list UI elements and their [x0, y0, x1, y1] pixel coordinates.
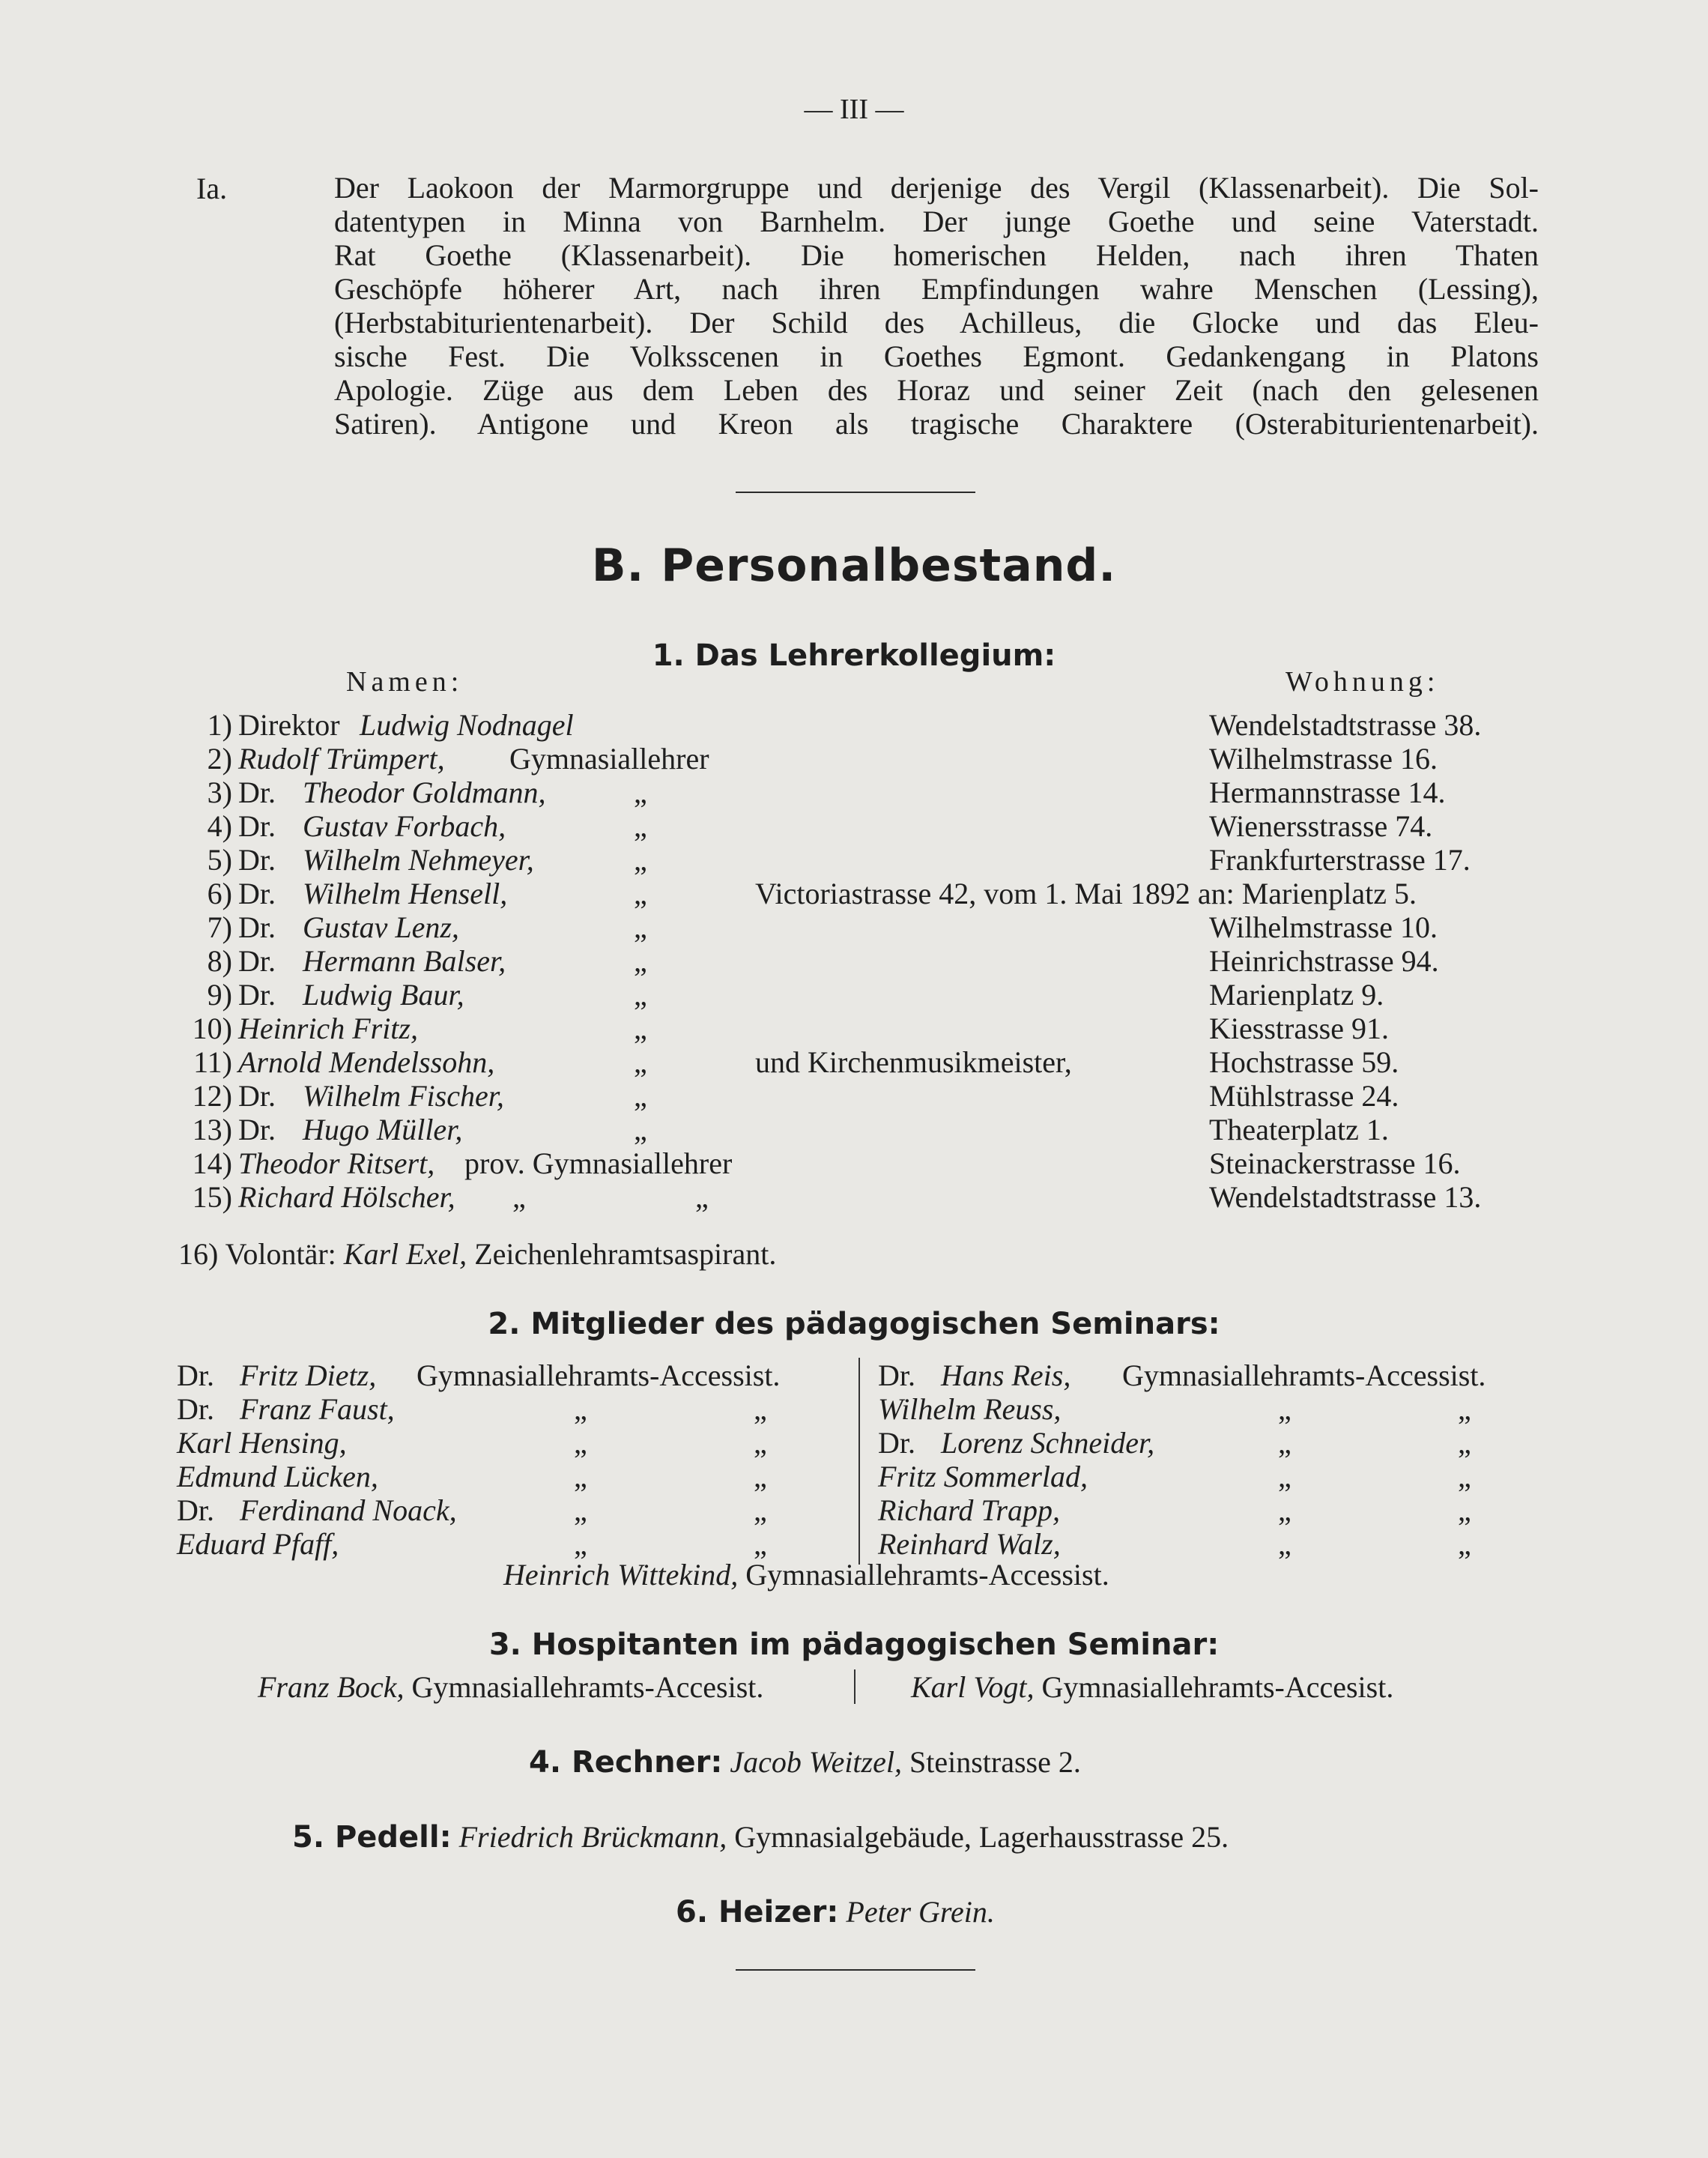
row-number: 5): [207, 843, 232, 877]
ditto-mark: „: [754, 1426, 767, 1460]
name-prefix: Dr.: [878, 1358, 915, 1392]
column-header-names: Namen:: [346, 666, 464, 698]
person-name: Theodor Ritsert,: [238, 1146, 435, 1180]
address: Wilhelmstrasse 10.: [1209, 910, 1438, 944]
ditto-mark: „: [634, 1079, 647, 1113]
seminar-last-row: [503, 1557, 1109, 1592]
name-prefix: Dr.: [177, 1493, 214, 1527]
person-role: Gymnasiallehramts-Accessist.: [417, 1358, 781, 1392]
person-name: Ferdinand Noack,: [240, 1493, 457, 1527]
person-role: Gymnasiallehrer: [509, 742, 709, 776]
ditto-mark: „: [574, 1493, 587, 1527]
row-number: 10): [192, 1012, 232, 1045]
paragraph-line: datentypen in Minna von Barnhelm. Der junge Goethe und seine Vaterstadt.: [334, 205, 1539, 238]
section-label: Ia.: [196, 172, 228, 205]
person-name: Rudolf Trümpert,: [238, 742, 445, 776]
person-name: Peter Grein.: [846, 1895, 995, 1929]
person-name: Franz Bock,: [258, 1670, 405, 1704]
column-divider: [858, 1358, 860, 1565]
address-note: und Kirchenmusikmeister,: [755, 1045, 1072, 1079]
person-name: Gustav Forbach,: [303, 809, 506, 843]
ditto-mark: „: [634, 978, 647, 1012]
name-prefix: Dr.: [177, 1392, 214, 1426]
person-name: Lorenz Schneider,: [941, 1426, 1155, 1460]
address: Steinackerstrasse 16.: [1209, 1146, 1461, 1180]
ditto-mark: „: [1278, 1527, 1291, 1561]
person-name: Karl Vogt,: [911, 1670, 1035, 1704]
paragraph-line: Rat Goethe (Klassenarbeit). Die homerischen Helden, nach ihren Thaten: [334, 238, 1539, 272]
ditto-mark: „: [574, 1426, 587, 1460]
person-name: Friedrich Brückmann,: [458, 1820, 727, 1854]
name-prefix: Dr.: [238, 877, 276, 910]
row-number: 13): [192, 1113, 232, 1146]
ditto-mark: „: [634, 809, 647, 843]
column-header-wohnung: Wohnung:: [1285, 666, 1440, 698]
person-name: Richard Hölscher,: [238, 1180, 455, 1214]
paragraph-line: sische Fest. Die Volksscenen in Goethes Egmont. Gedankengang in Platons: [334, 339, 1539, 373]
paragraph-line: (Herbstabiturientenarbeit). Der Schild des Achilleus, die Glocke und das Eleu-: [334, 306, 1539, 339]
person-name: Eduard Pfaff,: [177, 1527, 339, 1561]
hospitant-left: [258, 1669, 763, 1705]
ditto-mark: „: [634, 1045, 647, 1079]
person-role: Gymnasiallehramts-Accesist.: [1041, 1670, 1394, 1704]
divider: [736, 1969, 975, 1971]
ditto-mark: „: [1458, 1460, 1471, 1493]
name-prefix: Dr.: [238, 1079, 276, 1113]
ditto-mark: „: [754, 1493, 767, 1527]
row-number: 2): [207, 742, 232, 776]
address: Gymnasialgebäude, Lagerhausstrasse 25.: [734, 1820, 1229, 1854]
section-heading-seminar: 2. Mitglieder des pädagogischen Seminars:: [488, 1307, 1220, 1341]
person-name: Wilhelm Nehmeyer,: [303, 843, 534, 877]
person-name: Ludwig Nodnagel: [360, 708, 574, 742]
address: Heinrichstrasse 94.: [1209, 944, 1439, 978]
name-prefix: Dr.: [238, 843, 276, 877]
address: Hermannstrasse 14.: [1209, 776, 1446, 809]
row-number: 7): [207, 910, 232, 944]
ditto-mark: „: [1278, 1426, 1291, 1460]
column-divider: [854, 1669, 855, 1704]
ditto-mark: „: [634, 1113, 647, 1146]
ditto-mark: „: [634, 877, 647, 910]
person-role: Gymnasiallehramts-Accessist.: [745, 1558, 1109, 1592]
address: Mühlstrasse 24.: [1209, 1079, 1399, 1113]
section-heading-lehrer: 1. Das Lehrerkollegium:: [652, 638, 1056, 673]
rechner-row: [529, 1744, 1081, 1780]
person-role: Gymnasiallehramts-Accesist.: [411, 1670, 764, 1704]
page-number: — III —: [804, 94, 904, 125]
ditto-mark: „: [574, 1460, 587, 1493]
name-prefix: Volontär:: [225, 1237, 336, 1271]
ditto-mark: „: [512, 1180, 526, 1214]
paragraph-line: Satiren). Antigone und Kreon als tragische Charaktere (Osterabiturientenarbeit).: [334, 407, 1539, 441]
section-ia-paragraph: [334, 171, 1539, 441]
address: Wendelstadtstrasse 38.: [1209, 708, 1482, 742]
ditto-mark: „: [634, 1012, 647, 1045]
person-name: Arnold Mendelssohn,: [238, 1045, 495, 1079]
ditto-mark: „: [754, 1392, 767, 1426]
ditto-mark: „: [634, 843, 647, 877]
address: Hochstrasse 59.: [1209, 1045, 1399, 1079]
ditto-mark: „: [1458, 1493, 1471, 1527]
person-name: Franz Faust,: [240, 1392, 395, 1426]
person-role: Gymnasiallehramts-Accessist.: [1122, 1358, 1486, 1392]
name-prefix: Dr.: [238, 1113, 276, 1146]
address: Wendelstadtstrasse 13.: [1209, 1180, 1482, 1214]
ditto-mark: „: [754, 1527, 767, 1561]
person-name: Jacob Weitzel,: [730, 1745, 902, 1779]
person-name: Richard Trapp,: [878, 1493, 1060, 1527]
row-number: 16): [178, 1237, 219, 1271]
ditto-mark: „: [574, 1527, 587, 1561]
heizer-label: 6. Heizer:: [676, 1895, 839, 1929]
row-number: 12): [192, 1079, 232, 1113]
person-name: Fritz Dietz,: [240, 1358, 377, 1392]
row-number: 15): [192, 1180, 232, 1214]
paragraph-line: Apologie. Züge aus dem Leben des Horaz und seiner Zeit (nach den gelesenen: [334, 373, 1539, 407]
name-prefix: Dr.: [238, 978, 276, 1012]
address: Wienersstrasse 74.: [1209, 809, 1433, 843]
ditto-mark: „: [1278, 1460, 1291, 1493]
person-name: Theodor Goldmann,: [303, 776, 546, 809]
person-name: Hans Reis,: [941, 1358, 1071, 1392]
ditto-mark: „: [634, 776, 647, 809]
person-name: Heinrich Wittekind,: [503, 1558, 739, 1592]
name-prefix: Direktor: [238, 708, 340, 742]
divider: [736, 492, 975, 493]
rechner-label: 4. Rechner:: [529, 1745, 723, 1780]
address: Wilhelmstrasse 16.: [1209, 742, 1438, 776]
person-name: Fritz Sommerlad,: [878, 1460, 1088, 1493]
pedell-row: [292, 1819, 1229, 1855]
person-name: Reinhard Walz,: [878, 1527, 1061, 1561]
name-prefix: Dr.: [238, 776, 276, 809]
person-name: Hermann Balser,: [303, 944, 506, 978]
row-number: 11): [193, 1045, 232, 1079]
heizer-row: [676, 1894, 995, 1929]
ditto-mark: „: [1458, 1426, 1471, 1460]
person-role: Zeichenlehramtsaspirant.: [474, 1237, 777, 1271]
paragraph-line: Der Laokoon der Marmorgruppe und derjenige des Vergil (Klassenarbeit). Die Sol-: [334, 171, 1539, 205]
person-name: Wilhelm Hensell,: [303, 877, 508, 910]
ditto-mark: „: [1458, 1392, 1471, 1426]
row-number: 3): [207, 776, 232, 809]
row-number: 4): [207, 809, 232, 843]
person-name: Wilhelm Reuss,: [878, 1392, 1062, 1426]
ditto-mark: „: [634, 944, 647, 978]
name-prefix: Dr.: [238, 944, 276, 978]
paragraph-line: Geschöpfe höherer Art, nach ihren Empfindungen wahre Menschen (Lessing),: [334, 272, 1539, 306]
ditto-mark: „: [1278, 1392, 1291, 1426]
person-name: Heinrich Fritz,: [238, 1012, 418, 1045]
name-prefix: Dr.: [878, 1426, 915, 1460]
section-heading-hospitanten: 3. Hospitanten im pädagogischen Seminar:: [488, 1627, 1220, 1662]
person-name: Karl Hensing,: [177, 1426, 347, 1460]
person-name: Edmund Lücken,: [177, 1460, 378, 1493]
address-note: Victoriastrasse 42, vom 1. Mai 1892 an: Marienplatz 5.: [755, 877, 1417, 910]
page-title: B. Personalbestand.: [591, 540, 1117, 592]
row-number: 14): [192, 1146, 232, 1180]
row-number: 1): [207, 708, 232, 742]
row-number: 8): [207, 944, 232, 978]
person-name: Hugo Müller,: [303, 1113, 463, 1146]
address: Frankfurterstrasse 17.: [1209, 843, 1471, 877]
ditto-mark: „: [695, 1180, 709, 1214]
ditto-mark: „: [1278, 1493, 1291, 1527]
address: Marienplatz 9.: [1209, 978, 1384, 1012]
address: Theaterplatz 1.: [1209, 1113, 1389, 1146]
ditto-mark: „: [754, 1460, 767, 1493]
address: Kiesstrasse 91.: [1209, 1012, 1389, 1045]
person-name: Gustav Lenz,: [303, 910, 459, 944]
ditto-mark: „: [1458, 1527, 1471, 1561]
ditto-mark: „: [574, 1392, 587, 1426]
ditto-mark: „: [634, 910, 647, 944]
person-name: Ludwig Baur,: [303, 978, 464, 1012]
row-number: 6): [207, 877, 232, 910]
name-prefix: Dr.: [238, 809, 276, 843]
person-role: prov. Gymnasiallehrer: [464, 1146, 733, 1180]
name-prefix: Dr.: [238, 910, 276, 944]
hospitant-right: [911, 1669, 1393, 1705]
name-prefix: Dr.: [177, 1358, 214, 1392]
volontaer-row: [178, 1236, 776, 1272]
person-name: Karl Exel,: [343, 1237, 467, 1271]
pedell-label: 5. Pedell:: [292, 1820, 452, 1855]
address: Steinstrasse 2.: [909, 1745, 1081, 1779]
row-number: 9): [207, 978, 232, 1012]
person-name: Wilhelm Fischer,: [303, 1079, 504, 1113]
